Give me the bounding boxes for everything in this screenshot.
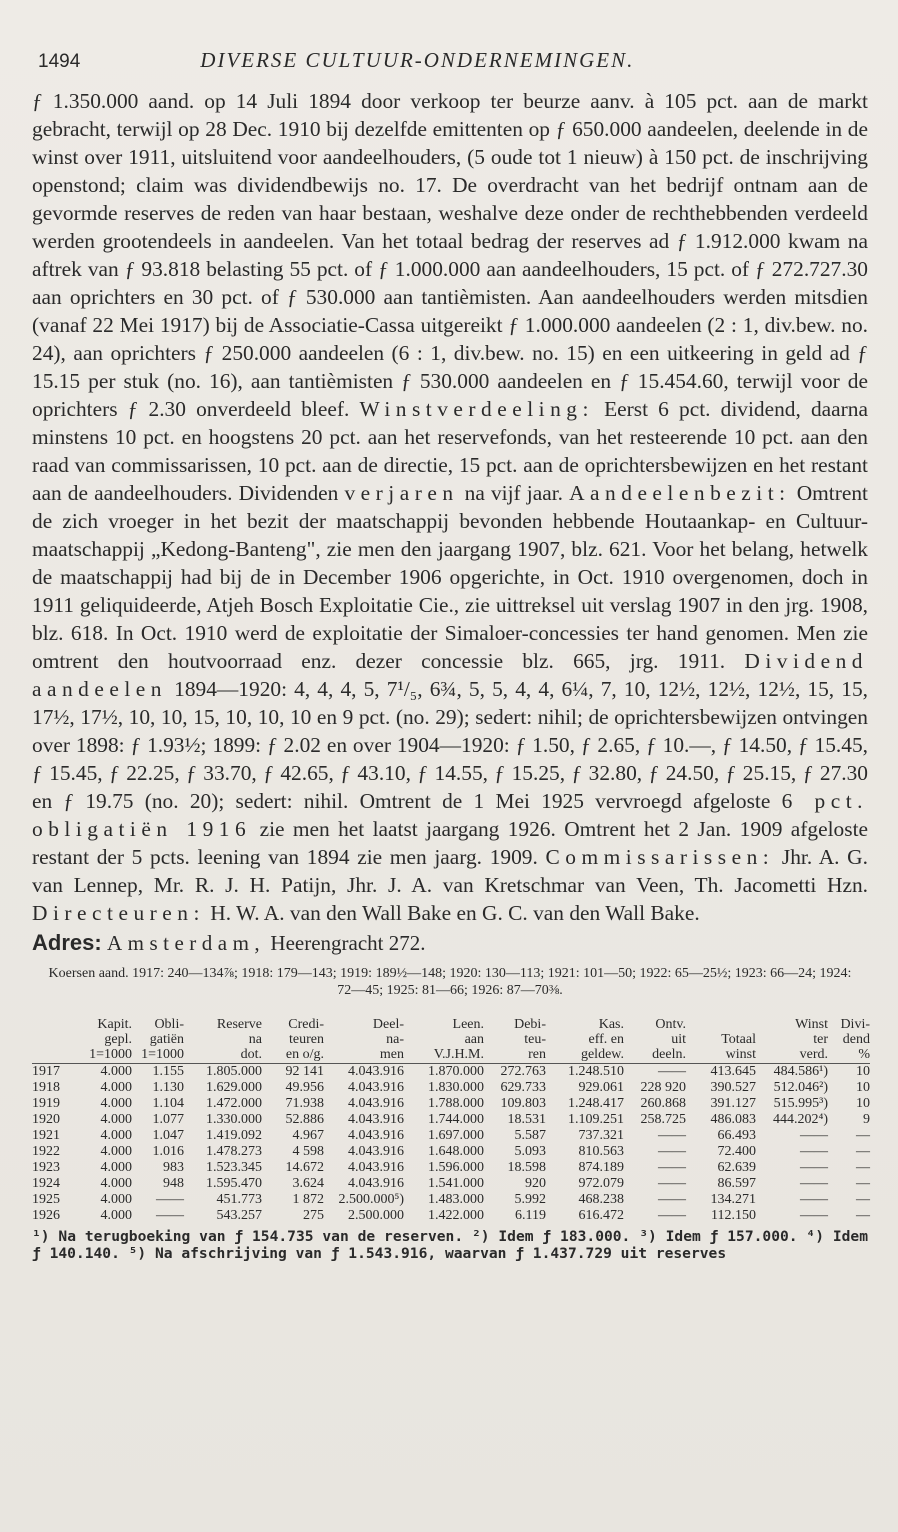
table-row — [32, 1112, 870, 1128]
table-cell: 1.523.345 — [206, 1160, 262, 1175]
table-header-cell: ter — [813, 1032, 828, 1047]
table-header-cell: gepl. — [104, 1032, 132, 1047]
table-cell: —— — [800, 1128, 828, 1143]
table-header-cell: 1=1000 — [132, 1047, 184, 1064]
table-cell: 10 — [856, 1064, 870, 1079]
table-row — [32, 1128, 870, 1144]
table-cell: 1.422.000 — [428, 1208, 484, 1223]
table-cell: —— — [658, 1144, 686, 1159]
text-directors: H. W. A. van den Wall Bake en G. C. van den Wall Bake. — [210, 901, 700, 925]
table-header-cell: Kapit. — [97, 1017, 132, 1032]
table-cell: 1.248.417 — [568, 1096, 624, 1111]
table-cell: 1.697.000 — [428, 1128, 484, 1143]
table-cell: 4 598 — [292, 1144, 324, 1159]
table-cell: 4.000 — [100, 1064, 132, 1079]
table-header-cell — [32, 1017, 72, 1032]
table-cell: 1.870.000 — [428, 1064, 484, 1079]
table-year-cell: 1918 — [32, 1080, 60, 1095]
table-cell: 1.805.000 — [206, 1064, 262, 1079]
label-directeuren: Directeuren: — [32, 901, 205, 925]
table-cell: 451.773 — [216, 1192, 262, 1207]
table-cell: 258.725 — [640, 1112, 686, 1127]
table-cell: 1.330.000 — [206, 1112, 262, 1127]
table-row — [32, 1064, 870, 1081]
table-cell: 948 — [163, 1176, 184, 1191]
table-year-cell: 1920 — [32, 1112, 60, 1127]
table-cell: 929.061 — [578, 1080, 624, 1095]
table-header-cell: winst — [686, 1047, 756, 1064]
table-cell: 1.483.000 — [428, 1192, 484, 1207]
table-header-cell: Leen. — [452, 1017, 484, 1032]
text-dividends: 1894—1920: 4, 4, 4, 5, 7¹/₅, 6¾, 5, 5, 4, 4, 6¼, 7, 10, 12½, 12½, 12½, 15, 15, 17½, 17½, 10, 10, 15, 10, 10, 10 en 9 pct. (no. 29); sedert: nihil; de oprichtersbewijzen ontvingen over 1898: ƒ 1.93½; 1899: ƒ 2.02 en over 1904—1920: ƒ 1.50, ƒ 2.65, ƒ 10.—, ƒ 14.50, ƒ 15.45, ƒ 15.45, ƒ 22.25, ƒ 33.70, ƒ 42.65, ƒ 43.10, ƒ 14.55, ƒ 15.25, ƒ 32.80, ƒ 24.50, ƒ 25.15, ƒ 27.30 en ƒ 19.75 (no. 20); sedert: nihil. Omtrent de 1 Mei 1925 vervroegd afgeloste — [32, 677, 868, 813]
table-header-cell: men — [324, 1047, 404, 1064]
table-cell: —— — [156, 1208, 184, 1223]
table-cell: 62.639 — [717, 1160, 756, 1175]
table-cell: 486.083 — [710, 1112, 756, 1127]
table-cell: — — [856, 1208, 870, 1223]
table-header-cell: ren — [484, 1047, 546, 1064]
table-cell: 1.419.092 — [206, 1128, 262, 1143]
table-header-cell: Deel- — [372, 1017, 404, 1032]
table-cell: 413.645 — [710, 1064, 756, 1079]
table-cell: 4.043.916 — [348, 1128, 404, 1143]
text-share-issue: ƒ 1.350.000 aand. op 14 Juli 1894 door verkoop ter beurze aanv. à 105 pct. aan de markt gebracht, terwijl op 28 Dec. 1910 bij dezelfde emittenten op ƒ 650.000 aandeelen, deelende in de winst over 1911, uitsluitend voor aandeelhouders, (5 oude tot 1 nieuw) à 150 pct. de inschrijving openstond; claim was dividendbewijs no. 17. De overdracht van het bedrijf ontnam aan de gevormde reserves de reden van haar bestaan, weshalve deze onder de rechthebbenden verdeeld werden grootendeels in aandeelen. Van het totaal bedrag der reserves ad ƒ 1.912.000 kwam na aftrek van ƒ 93.818 belasting 55 pct. of ƒ 1.000.000 aan aandeelhouders, 15 pct. of ƒ 272.727.30 aan oprichters en 30 pct. of ƒ 530.000 aan tantièmisten. Aan aandeelhouders werden mitsdien (vanaf 22 Mei 1917) bij de Associatie-Cassa uitgereikt ƒ 1.000.000 aandeelen (2 : 1, div.bew. no. 24), aan oprichters ƒ 250.000 aandeelen (6 : 1, div.bew. no. 15) en een uitkeering in geld ad ƒ 15.15 per stuk (no. 16), aan tantièmisten ƒ 530.000 aandeelen en ƒ 15.454.60, terwijl voor de oprichters ƒ 2.30 onverdeeld bleef. — [32, 89, 868, 421]
table-header-cell: en o/g. — [262, 1047, 324, 1064]
table-cell: —— — [658, 1160, 686, 1175]
table-cell: 4.043.916 — [348, 1080, 404, 1095]
table-cell: 228 920 — [640, 1080, 686, 1095]
text-profit-distribution: Eerst 6 pct. dividend, daarna minstens 10 pct. en hoogstens 20 pct. aan het reservefonds, van het resteerende 10 pct. aan den raad van commissarissen, 10 pct. aan de directie, 15 pct. aan de oprichtersbewijzen en het restant aan de aandeelhouders. Dividenden — [32, 397, 868, 505]
table-header-cell — [686, 1017, 756, 1032]
table-cell: 2.500.000⁵) — [338, 1192, 404, 1207]
table-row — [32, 1192, 870, 1208]
table-cell: —— — [800, 1192, 828, 1207]
table-header-row — [32, 1032, 870, 1047]
table-cell: — — [856, 1144, 870, 1159]
table-year-cell: 1921 — [32, 1128, 60, 1143]
text-expiry: na vijf jaar. — [464, 481, 563, 505]
table-header-cell: Debi- — [514, 1017, 546, 1032]
table-cell: — — [856, 1128, 870, 1143]
table-header-cell — [32, 1032, 72, 1047]
table-cell: 874.189 — [578, 1160, 624, 1175]
table-cell: —— — [658, 1128, 686, 1143]
paragraph-shares — [32, 87, 868, 927]
table-cell: —— — [800, 1144, 828, 1159]
table-row — [32, 1160, 870, 1176]
table-cell: 1.472.000 — [206, 1096, 262, 1111]
table-cell: 4.000 — [100, 1176, 132, 1191]
table-cell: 3.624 — [292, 1176, 324, 1191]
table-cell: 543.257 — [216, 1208, 262, 1223]
table-cell: 1.648.000 — [428, 1144, 484, 1159]
label-commissarissen: Commissarissen: — [545, 845, 775, 869]
table-header — [32, 1017, 870, 1064]
table-header-cell: Kas. — [598, 1017, 624, 1032]
table-cell: 49.956 — [285, 1080, 324, 1095]
table-header-cell: teuren — [289, 1032, 324, 1047]
table-cell: 5.587 — [514, 1128, 546, 1143]
table-cell: 112.150 — [711, 1208, 756, 1223]
table-cell: 14.672 — [285, 1160, 324, 1175]
table-cell: 6.119 — [515, 1208, 546, 1223]
table-cell: 920 — [525, 1176, 546, 1191]
table-cell: 1.248.510 — [568, 1064, 624, 1079]
table-cell: 468.238 — [578, 1192, 624, 1207]
table-cell: 4.000 — [100, 1208, 132, 1223]
address-city: Amsterdam, — [106, 931, 266, 955]
table-header-cell: dot. — [184, 1047, 262, 1064]
table-cell: 1.541.000 — [428, 1176, 484, 1191]
table-cell: 1.130 — [152, 1080, 184, 1095]
table-cell: 109.803 — [500, 1096, 546, 1111]
table-cell: — — [856, 1176, 870, 1191]
table-header-cell: teu- — [524, 1032, 546, 1047]
table-cell: 391.127 — [710, 1096, 756, 1111]
table-cell: 10 — [856, 1080, 870, 1095]
page-number: 1494 — [38, 51, 81, 72]
table-cell: 1.016 — [152, 1144, 184, 1159]
table-cell: 390.527 — [710, 1080, 756, 1095]
text-shareholdings: Omtrent de zich vroeger in het bezit der maatschappij bevonden hebbende Houtaankap- en Cultuur-maatschappij „Kedong-Banteng", zie men den jaargang 1907, blz. 621. Voor het belang, hetwelk de maatschappij had bij de in December 1906 opgerichte, in Oct. 1910 overgenomen, doch in 1911 geliquideerde, Atjeh Bosch Exploitatie Cie., zie uittreksel uit verslag 1907 in den jrg. 1908, blz. 618. In Oct. 1910 werd de exploitatie der Simaloer-concessies ter hand genomen. Men zie omtrent den houtvoorraad enz. dezer concessie blz. 665, jrg. 1911. — [32, 481, 868, 673]
table-header-cell: % — [828, 1047, 870, 1064]
table-cell: —— — [800, 1208, 828, 1223]
table-cell: 275 — [303, 1208, 324, 1223]
table-cell: 515.995³) — [773, 1096, 828, 1111]
table-header-cell: deeln. — [624, 1047, 686, 1064]
table-header-cell: eff. en — [588, 1032, 624, 1047]
table-cell: 1.109.251 — [568, 1112, 624, 1127]
label-winstverdeeling: Winstverdeeling: — [359, 397, 594, 421]
table-cell: 1.155 — [152, 1064, 184, 1079]
table-header-cell: Obli- — [154, 1017, 184, 1032]
table-row — [32, 1080, 870, 1096]
table-cell: 5.093 — [514, 1144, 546, 1159]
table-cell: 1.629.000 — [206, 1080, 262, 1095]
table-header-cell: na — [248, 1032, 262, 1047]
table-cell: —— — [800, 1176, 828, 1191]
table-cell: 4.967 — [292, 1128, 324, 1143]
text-commissioners: Jhr. A. G. van Lennep, Mr. R. J. H. Patijn, Jhr. J. A. van Kretschmar van Veen, Th. Jacometti Hzn. — [32, 845, 868, 897]
table-row — [32, 1144, 870, 1160]
table-cell: 1.077 — [152, 1112, 184, 1127]
table-cell: 1.788.000 — [428, 1096, 484, 1111]
table-cell: 484.586¹) — [773, 1064, 828, 1079]
table-year-cell: 1922 — [32, 1144, 60, 1159]
table-header-row — [32, 1017, 870, 1032]
label-aandeelenbezit: Aandeelenbezit: — [569, 481, 791, 505]
table-header-cell: dend — [842, 1032, 870, 1047]
table-cell: 1.595.470 — [206, 1176, 262, 1191]
table-year-cell: 1925 — [32, 1192, 60, 1207]
table-cell: 983 — [163, 1160, 184, 1175]
table-footnotes: ¹) Na terugboeking van ƒ 154.735 van de reserven. ²) Idem ƒ 183.000. ³) Idem ƒ 157.000. ⁴) Idem ƒ 140.140. ⁵) Na afschrijving van ƒ 1.543.916, waarvan ƒ 1.437.729 uit reserves — [32, 1228, 868, 1262]
table-cell: 1 872 — [292, 1192, 324, 1207]
table-cell: —— — [658, 1192, 686, 1207]
table-header-cell: gatiën — [149, 1032, 184, 1047]
table-cell: 737.321 — [578, 1128, 624, 1143]
table-year-cell: 1917 — [32, 1064, 60, 1079]
table-cell: 4.000 — [100, 1128, 132, 1143]
address-street: Heerengracht 272. — [270, 931, 426, 955]
table-cell: 4.000 — [100, 1112, 132, 1127]
table-cell: —— — [800, 1160, 828, 1175]
table-cell: 1.047 — [152, 1128, 184, 1143]
table-header-cell: 1=1000 — [72, 1047, 132, 1064]
table-cell: —— — [658, 1208, 686, 1223]
table-cell: 972.079 — [578, 1176, 624, 1191]
table-cell: 616.472 — [578, 1208, 624, 1223]
table-cell: 66.493 — [717, 1128, 756, 1143]
share-price-quotes: Koersen aand. 1917: 240—134⅞; 1918: 179—143; 1919: 189½—148; 1920: 130—113; 1921: 101—50; 1922: 65—25½; 1923: 66—24; 1924: 72—45; 1925: 81—66; 1926: 87—70⅜. — [48, 966, 852, 998]
table-cell: 810.563 — [578, 1144, 624, 1159]
table-header-cell: Credi- — [288, 1017, 324, 1032]
page-header — [38, 48, 868, 73]
table-cell: 4.000 — [100, 1160, 132, 1175]
table-cell: 86.597 — [717, 1176, 756, 1191]
table-header-cell: uit — [671, 1032, 686, 1047]
table-header-cell: Winst — [795, 1017, 828, 1032]
table-cell: — — [856, 1160, 870, 1175]
table-cell: 1.596.000 — [428, 1160, 484, 1175]
table-cell: 4.000 — [100, 1192, 132, 1207]
table-cell: 4.000 — [100, 1080, 132, 1095]
label-dividend: Dividend aandeelen — [32, 649, 868, 701]
table-header-cell — [32, 1047, 72, 1064]
table-cell: — — [856, 1192, 870, 1207]
table-header-cell: Totaal — [721, 1032, 756, 1047]
table-cell: 444.202⁴) — [772, 1112, 828, 1127]
table-cell: 1.830.000 — [428, 1080, 484, 1095]
running-title: DIVERSE CULTUUR-ONDERNEMINGEN. — [200, 48, 635, 72]
table-header-cell: Ontv. — [655, 1017, 686, 1032]
table-cell: 10 — [856, 1096, 870, 1111]
table-cell: —— — [658, 1176, 686, 1191]
table-row — [32, 1208, 870, 1224]
table-cell: 629.733 — [500, 1080, 546, 1095]
table-cell: 1.478.273 — [206, 1144, 262, 1159]
table-header-cell: verd. — [756, 1047, 828, 1064]
table-cell: 134.271 — [710, 1192, 756, 1207]
table-cell: 5.992 — [514, 1192, 546, 1207]
table-cell: 52.886 — [285, 1112, 324, 1127]
label-verjaren: verjaren — [344, 481, 459, 505]
table-cell: 1.744.000 — [428, 1112, 484, 1127]
table-cell: 4.043.916 — [348, 1064, 404, 1079]
label-obligaties: 6 pct. obligatiën 1916 — [32, 789, 868, 841]
table-cell: 18.598 — [507, 1160, 546, 1175]
table-cell: 71.938 — [285, 1096, 324, 1111]
table-year-cell: 1924 — [32, 1176, 60, 1191]
table-cell: 272.763 — [500, 1064, 546, 1079]
table-cell: 4.043.916 — [348, 1160, 404, 1175]
table-cell: 72.400 — [717, 1144, 756, 1159]
table-cell: 2.500.000 — [348, 1208, 404, 1223]
table-cell: 4.000 — [100, 1096, 132, 1111]
table-row — [32, 1176, 870, 1192]
table-header-cell: na- — [386, 1032, 404, 1047]
table-cell: 4.000 — [100, 1144, 132, 1159]
table-year-cell: 1926 — [32, 1208, 60, 1223]
table-header-cell: geldew. — [546, 1047, 624, 1064]
table-body — [32, 1064, 870, 1225]
text-bonds: zie men het laatst jaargang 1926. Omtrent het 2 Jan. 1909 afgeloste restant der 5 pcts. leening van 1894 zie men jaarg. 1909. — [32, 817, 868, 869]
table-cell: 4.043.916 — [348, 1112, 404, 1127]
table-cell: 512.046²) — [773, 1080, 828, 1095]
table-header-cell: aan — [464, 1032, 484, 1047]
table-row — [32, 1096, 870, 1112]
address-label: Adres: — [32, 930, 102, 955]
table-cell: 9 — [863, 1112, 870, 1127]
table-header-cell: Reserve — [216, 1017, 262, 1032]
table-header-cell: Divi- — [840, 1017, 870, 1032]
body-text — [32, 87, 868, 957]
financial-table — [32, 1017, 870, 1224]
table-cell: 260.868 — [640, 1096, 686, 1111]
table-cell: 1.104 — [152, 1096, 184, 1111]
table-cell: 4.043.916 — [348, 1176, 404, 1191]
table-cell: 4.043.916 — [348, 1144, 404, 1159]
table-header-cell: V.J.H.M. — [404, 1047, 484, 1064]
table-cell: —— — [156, 1192, 184, 1207]
table-cell: —— — [658, 1064, 686, 1079]
table-header-row — [32, 1047, 870, 1064]
table-year-cell: 1923 — [32, 1160, 60, 1175]
address-line — [32, 929, 868, 957]
table-cell: 18.531 — [507, 1112, 546, 1127]
table-cell: 92 141 — [285, 1064, 324, 1079]
table-cell: 4.043.916 — [348, 1096, 404, 1111]
table-year-cell: 1919 — [32, 1096, 60, 1111]
